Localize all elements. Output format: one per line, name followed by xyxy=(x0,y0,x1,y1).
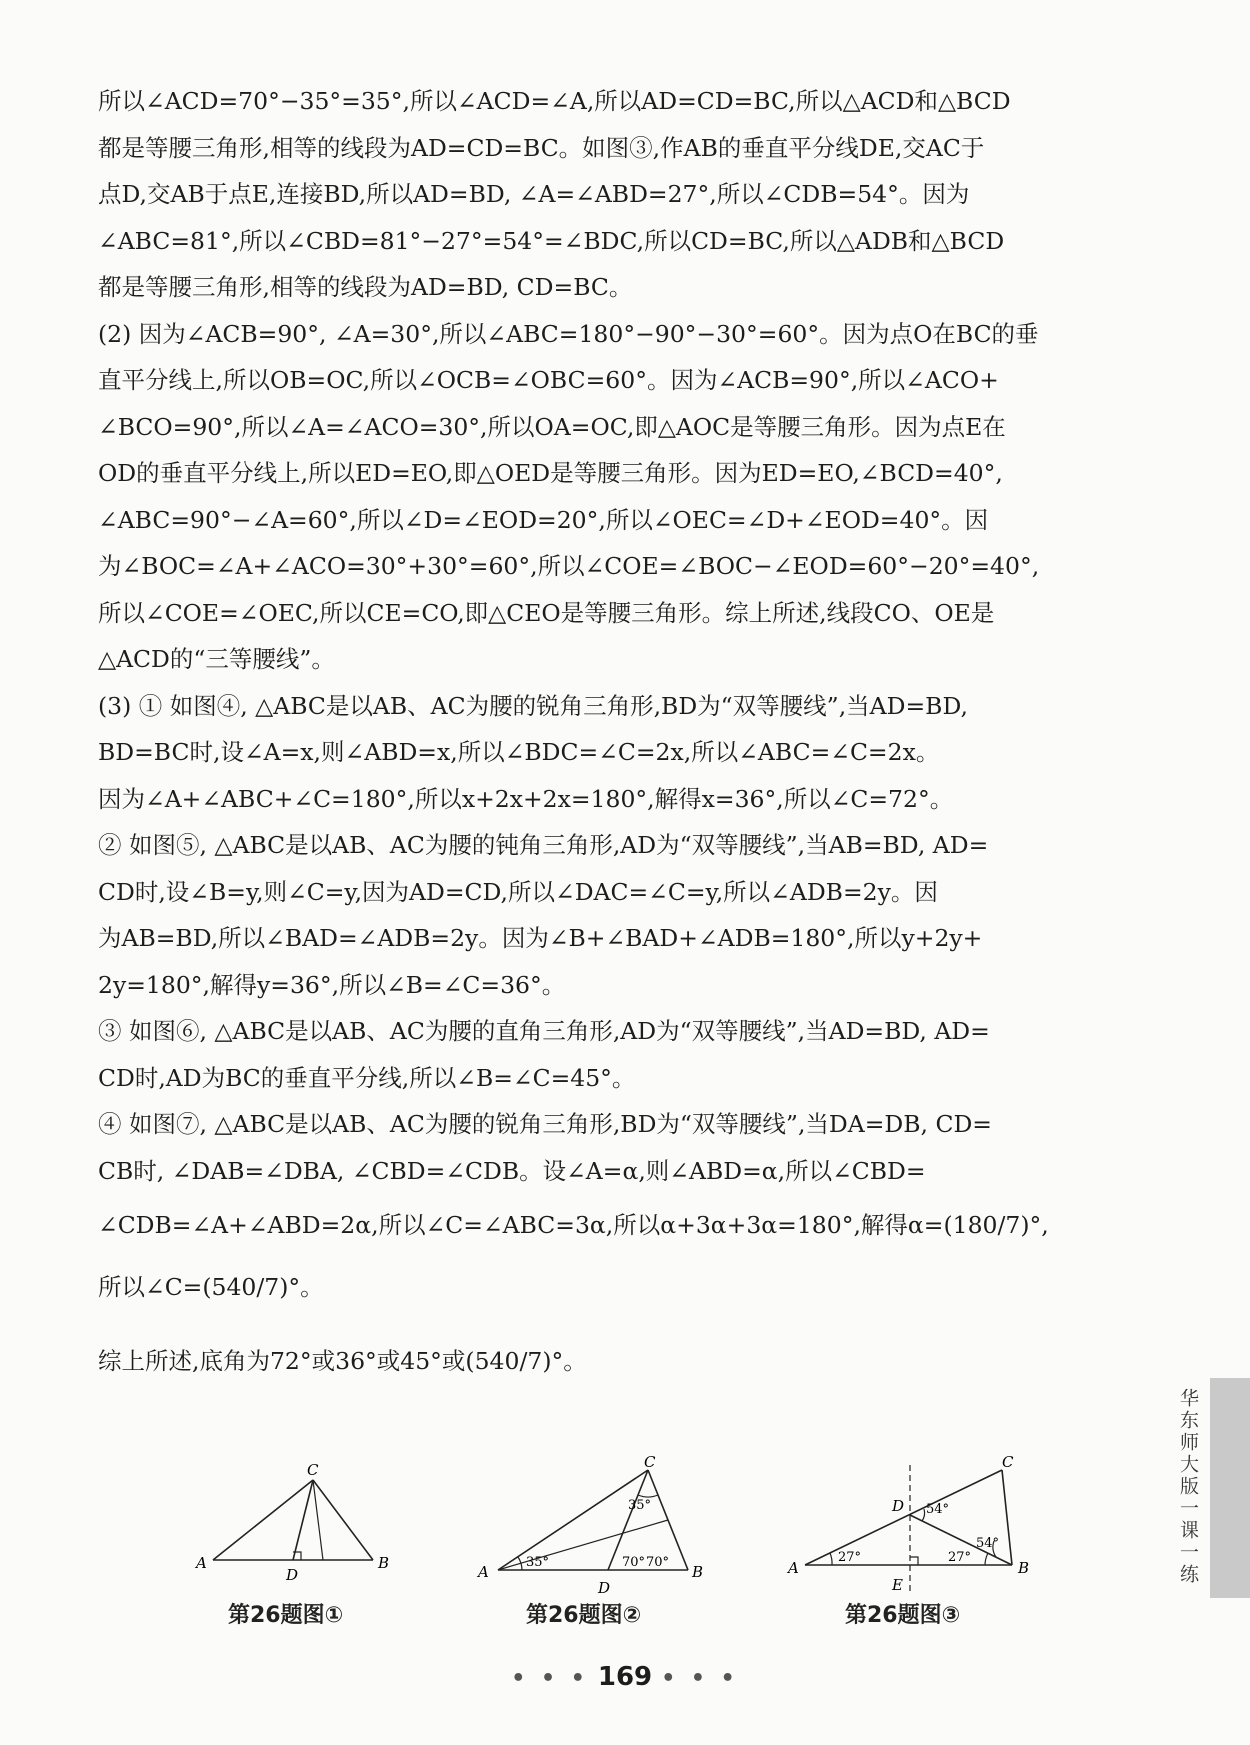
text-line: ∠ABC=81°,所以∠CBD=81°−27°=54°=∠BDC,所以CD=BC,所以△ADB和△BCD xyxy=(98,226,1005,255)
text-line: (3) ① 如图④, △ABC是以AB、AC为腰的锐角三角形,BD为“双等腰线”,当AD=BD, xyxy=(98,691,968,720)
text-line: 因为∠A+∠ABC+∠C=180°,所以x+2x+2x=180°,解得x=36°,所以∠C=72°。 xyxy=(98,784,954,813)
text-line: ② 如图⑤, △ABC是以AB、AC为腰的钝角三角形,AD为“双等腰线”,当AB=BD, AD= xyxy=(98,831,989,859)
text-line: 点D,交AB于点E,连接BD,所以AD=BD, ∠A=∠ABD=27°,所以∠CDB=54°。因为 xyxy=(98,180,970,208)
fig3-angle-a: 27° xyxy=(838,1550,862,1565)
text-line: 所以∠COE=∠OEC,所以CE=CO,即△CEO是等腰三角形。综上所述,线段CO、OE是 xyxy=(98,598,995,627)
fig2-angle-a: 35° xyxy=(526,1555,550,1570)
text-line: 为∠BOC=∠A+∠ACO=30°+30°=60°,所以∠COE=∠BOC−∠EOD=60°−20°=40°, xyxy=(98,552,1040,580)
fig1-segment-cd xyxy=(293,1480,313,1560)
figure-3 xyxy=(780,1455,1040,1605)
figure-1 xyxy=(190,1460,400,1590)
fig3-angle-arc-a xyxy=(830,1553,832,1565)
text-line: △ACD的“三等腰线”。 xyxy=(98,645,335,673)
fig3-label-a: A xyxy=(788,1559,799,1577)
fig1-label-c: C xyxy=(307,1461,319,1479)
fig3-caption: 第26题图③ xyxy=(845,1603,961,1628)
fig1-label-b: B xyxy=(378,1554,390,1572)
text-line: ④ 如图⑦, △ABC是以AB、AC为腰的锐角三角形,BD为“双等腰线”,当DA=DB, CD= xyxy=(98,1110,992,1138)
fig3-angle-arc-d xyxy=(922,1509,925,1521)
side-tab xyxy=(1210,1378,1250,1598)
text-line: CD时,AD为BC的垂直平分线,所以∠B=∠C=45°。 xyxy=(98,1063,636,1092)
fig3-label-b: B xyxy=(1018,1559,1030,1577)
fig2-label-a: A xyxy=(478,1563,489,1581)
text-line: (2) 因为∠ACB=90°, ∠A=30°,所以∠ABC=180°−90°−30°=60°。因为点O在BC的垂 xyxy=(98,319,1039,348)
text-line: ∠ABC=90°−∠A=60°,所以∠D=∠EOD=20°,所以∠OEC=∠D+∠EOD=40°。因 xyxy=(98,505,989,534)
fig1-label-a: A xyxy=(196,1554,207,1572)
fig3-label-d: D xyxy=(892,1497,905,1515)
fig2-angle-d1: 70° xyxy=(622,1555,646,1570)
text-line: CB时, ∠DAB=∠DBA, ∠CBD=∠CDB。设∠A=α,则∠ABD=α,所以∠CBD= xyxy=(98,1156,926,1185)
page-dots-left: • • • xyxy=(511,1666,589,1691)
text-line: 都是等腰三角形,相等的线段为AD=BD, CD=BC。 xyxy=(98,273,633,301)
page-number-area xyxy=(0,1662,1250,1692)
fig1-label-d: D xyxy=(286,1566,299,1584)
fig3-label-c: C xyxy=(1002,1455,1014,1471)
solution-text xyxy=(98,78,1140,1392)
fig2-label-b: B xyxy=(692,1563,704,1581)
fig3-angle-d: 54° xyxy=(926,1502,950,1517)
text-line: ∠BCO=90°,所以∠A=∠ACO=30°,所以OA=OC,即△AOC是等腰三角形。因为点E在 xyxy=(98,412,1006,441)
text-line: OD的垂直平分线上,所以ED=EO,即△OED是等腰三角形。因为ED=EO,∠BCD=40°, xyxy=(98,459,1003,487)
text-line: ∠CDB=∠A+∠ABD=2α,所以∠C=∠ABC=3α,所以α+3α+3α=180°,解得α=(180/7)°, xyxy=(98,1211,1049,1239)
fig2-angle-d2: 70° xyxy=(646,1555,670,1570)
text-line: 直平分线上,所以OB=OC,所以∠OCB=∠OBC=60°。因为∠ACB=90°,所以∠ACO+ xyxy=(98,366,999,394)
fig3-right-angle-mark xyxy=(910,1557,918,1565)
fig3-angle-b2: 54° xyxy=(976,1536,1000,1551)
text-line: 2y=180°,解得y=36°,所以∠B=∠C=36°。 xyxy=(98,970,566,999)
fig2-caption: 第26题图② xyxy=(526,1603,642,1628)
text-line: CD时,设∠B=y,则∠C=y,因为AD=CD,所以∠DAC=∠C=y,所以∠ADB=2y。因 xyxy=(98,877,938,906)
fig2-label-c: C xyxy=(644,1455,656,1471)
text-line: 为AB=BD,所以∠BAD=∠ADB=2y。因为∠B+∠BAD+∠ADB=180°,所以y+2y+ xyxy=(98,924,983,952)
text-line: BD=BC时,设∠A=x,则∠ABD=x,所以∠BDC=∠C=2x,所以∠ABC=∠C=2x。 xyxy=(98,738,940,766)
fig3-side-bc xyxy=(1002,1470,1012,1565)
fig1-side-ac xyxy=(213,1480,313,1560)
fig1-caption: 第26题图① xyxy=(228,1603,344,1628)
fig2-label-d: D xyxy=(598,1579,611,1597)
page-dots-right: • • • xyxy=(661,1666,739,1691)
text-line: 所以∠C=(540/7)°。 xyxy=(98,1273,324,1301)
fig3-angle-arc-b1 xyxy=(985,1553,988,1565)
fig3-label-e: E xyxy=(892,1576,903,1594)
side-label: 华东师大版一课一练 xyxy=(1177,1388,1199,1586)
text-line: ③ 如图⑥, △ABC是以AB、AC为腰的直角三角形,AD为“双等腰线”,当AD=BD, AD= xyxy=(98,1017,990,1045)
figure-2 xyxy=(470,1455,710,1605)
text-line: 所以∠ACD=70°−35°=35°,所以∠ACD=∠A,所以AD=CD=BC,所以△ACD和△BCD xyxy=(98,87,1011,115)
fig3-side-ac xyxy=(805,1470,1002,1565)
fig3-angle-b1: 27° xyxy=(948,1550,972,1565)
fig2-angle-c: 35° xyxy=(628,1498,652,1513)
text-line: 综上所述,底角为72°或36°或45°或(540/7)°。 xyxy=(98,1347,587,1375)
fig2-angle-arc-c xyxy=(638,1495,658,1497)
text-line: 都是等腰三角形,相等的线段为AD=CD=BC。如图③,作AB的垂直平分线DE,交AC于 xyxy=(98,133,985,162)
page-number: 169 xyxy=(597,1662,653,1692)
